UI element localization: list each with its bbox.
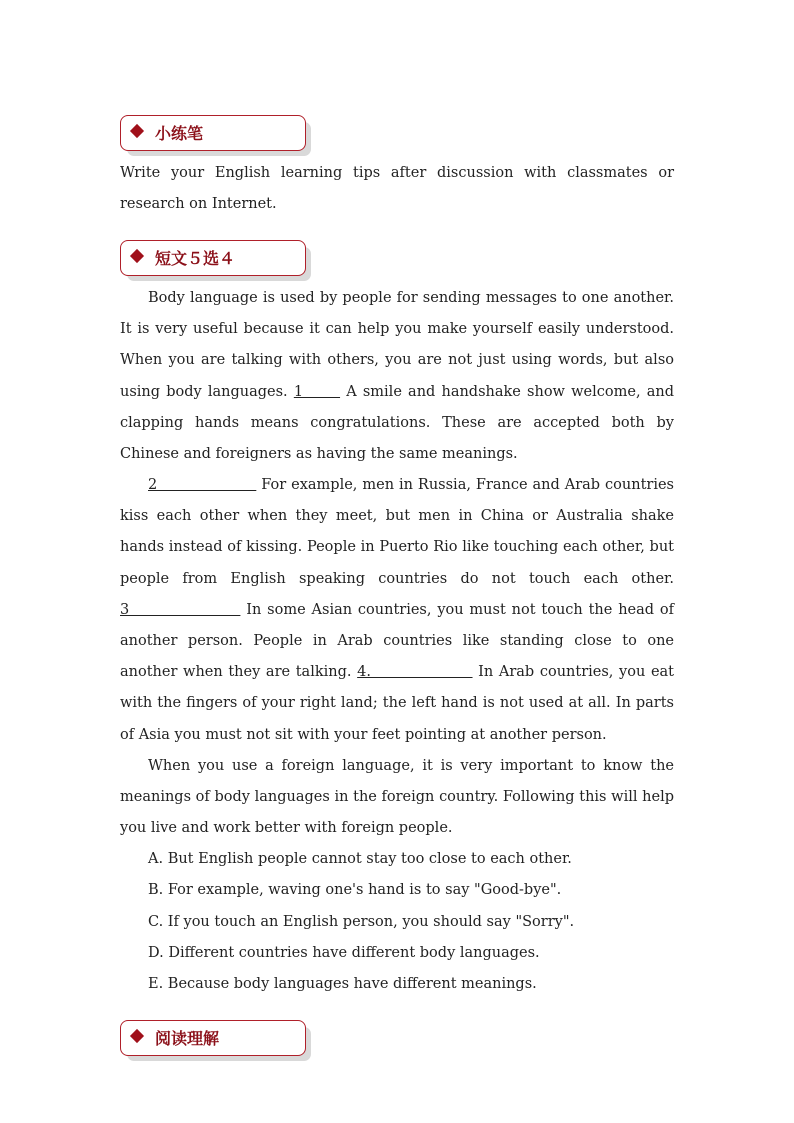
blank-4[interactable]: 4. xyxy=(357,664,473,681)
section-title: 小练笔 xyxy=(155,124,204,143)
passage-text: For example, men in Russia, France and Arab countries kiss each other when they meet, but men in China or Australia shake hands instead of kissing. People in Puerto Rio like touching each other, but people from English speaking countries do not touch each other. xyxy=(120,477,674,587)
passage-paragraph-3: When you use a foreign language, it is very important to know the meanings of body languages in the foreign country. Following this will help you live and work better with foreign people. xyxy=(120,758,674,837)
option-b: B. For example, waving one's hand is to say "Good-bye". xyxy=(148,882,562,898)
section-header-writing xyxy=(120,115,306,151)
option-e: E. Because body languages have different meanings. xyxy=(148,976,537,992)
option-c: C. If you touch an English person, you should say "Sorry". xyxy=(148,914,575,930)
writing-prompt: Write your English learning tips after discussion with classmates or research on Internet. xyxy=(120,165,674,213)
blank-2[interactable]: 2 xyxy=(148,477,257,493)
passage-text: In Arab countries, you eat with the fingers of your right land; the left hand is not used at all. In parts of Asia you must not sit with your feet pointing at another person. xyxy=(120,664,675,743)
blank-1[interactable]: 1 xyxy=(293,383,341,400)
option-d: D. Different countries have different body languages. xyxy=(148,945,540,961)
passage-text: A smile and handshake show welcome, and clapping hands means congratulations. These are accepted both by Chinese and foreigners as having the same meanings. xyxy=(120,383,674,463)
section-title: 短文５选４ xyxy=(155,249,236,268)
blank-3[interactable]: 3 xyxy=(120,601,241,618)
section-header-cloze xyxy=(120,240,306,276)
section-header-box xyxy=(120,115,306,151)
section-header-reading xyxy=(120,1020,306,1056)
passage-text: In some Asian countries, you must not touch the head of another person. People in Arab countries like standing close to one another when they are talking. xyxy=(120,601,674,681)
option-a: A. But English people cannot stay too close to each other. xyxy=(148,851,572,867)
passage-paragraph-1 xyxy=(120,283,674,470)
passage-text: Body language is used by people for sending messages to one another. It is very useful because it can help you make yourself easily understood. When you are talking with others, you are not just using words, but also using body languages. xyxy=(120,290,674,400)
section-title: 阅读理解 xyxy=(155,1029,220,1048)
passage-paragraph-2 xyxy=(120,470,674,751)
